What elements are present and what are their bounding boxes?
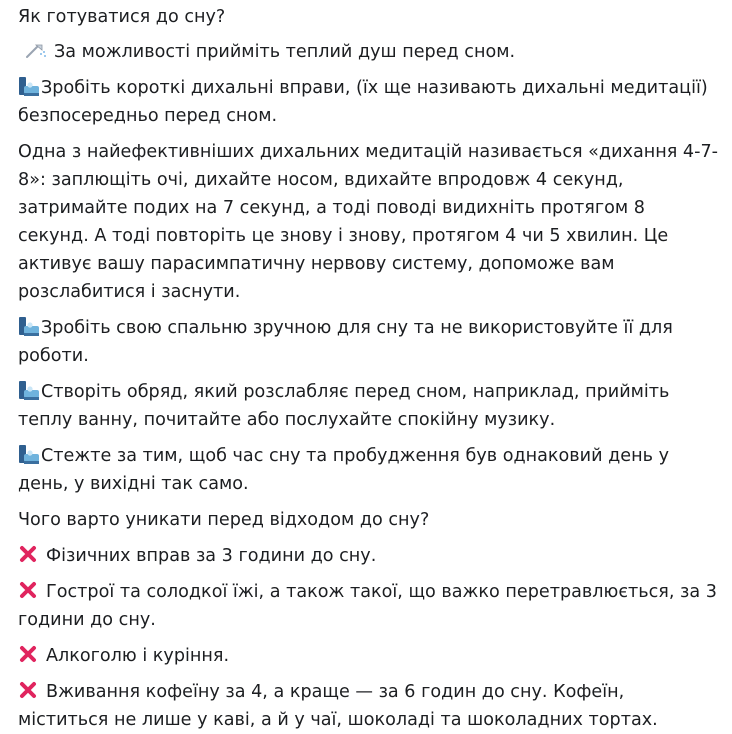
red-cross-icon [18, 644, 38, 664]
red-cross-icon [18, 680, 38, 700]
avoid-item-caffeine [18, 678, 720, 734]
sleeping-bed-icon [18, 379, 40, 401]
sleeping-bed-icon [18, 443, 40, 465]
tip-text: За можливості прийміть теплий душ перед сном. [54, 42, 516, 62]
sleeping-bed-icon [18, 75, 40, 97]
shower-icon [24, 42, 48, 60]
tip-ritual [18, 378, 720, 434]
tip-text: Створіть обряд, який розслабляє перед сном, наприклад, прийміть теплу ванну, почитайте або послухайте спокійну музику. [18, 382, 670, 430]
heading-prepare: Як готуватися до сну? [18, 7, 226, 27]
tip-text: Зробіть короткі дихальні вправи, (їх ще називають дихальні медитації) безпосередньо перед сном. [18, 78, 708, 126]
red-cross-icon [18, 544, 38, 564]
avoid-item-exercise [18, 542, 720, 570]
avoid-text: Гострої та солодкої їжі, а також такої, що важко перетравлюється, за 3 години до сну. [18, 582, 717, 630]
avoid-text: Фізичних вправ за 3 години до сну. [46, 546, 377, 566]
avoid-text: Алкоголю і куріння. [46, 646, 230, 666]
tip-breathing [18, 74, 720, 130]
breathing-paragraph: Одна з найефективніших дихальних медитацій називається «дихання 4-7-8»: заплющіть очі, дихайте носом, вдихайте впродовж 4 секунд, затримайте подих на 7 секунд, а тоді поводі видихніть протягом 8 секунд. А тоді повторіть це знову і знову, протягом 4 чи 5 хвилин. Це активує вашу парасимпатичну нервову систему, допоможе вам розслабитися і заснути. [18, 142, 718, 302]
red-cross-icon [18, 580, 38, 600]
heading-avoid: Чого варто уникати перед відходом до сну? [18, 510, 430, 530]
tip-schedule [18, 442, 720, 498]
tip-bedroom [18, 314, 720, 370]
tip-text: Зробіть свою спальню зручною для сну та не використовуйте її для роботи. [18, 318, 673, 366]
avoid-text: Вживання кофеїну за 4, а краще — за 6 годин до сну. Кофеїн, міститься не лише у каві, а й у чаї, шоколаді та шоколадних тортах. [18, 682, 658, 730]
sleeping-bed-icon [18, 315, 40, 337]
avoid-item-food [18, 578, 720, 634]
avoid-item-alcohol [18, 642, 720, 670]
tip-text: Стежте за тим, щоб час сну та пробудження був однаковий день у день, у вихідні так само. [18, 446, 670, 494]
tip-shower [18, 38, 720, 66]
